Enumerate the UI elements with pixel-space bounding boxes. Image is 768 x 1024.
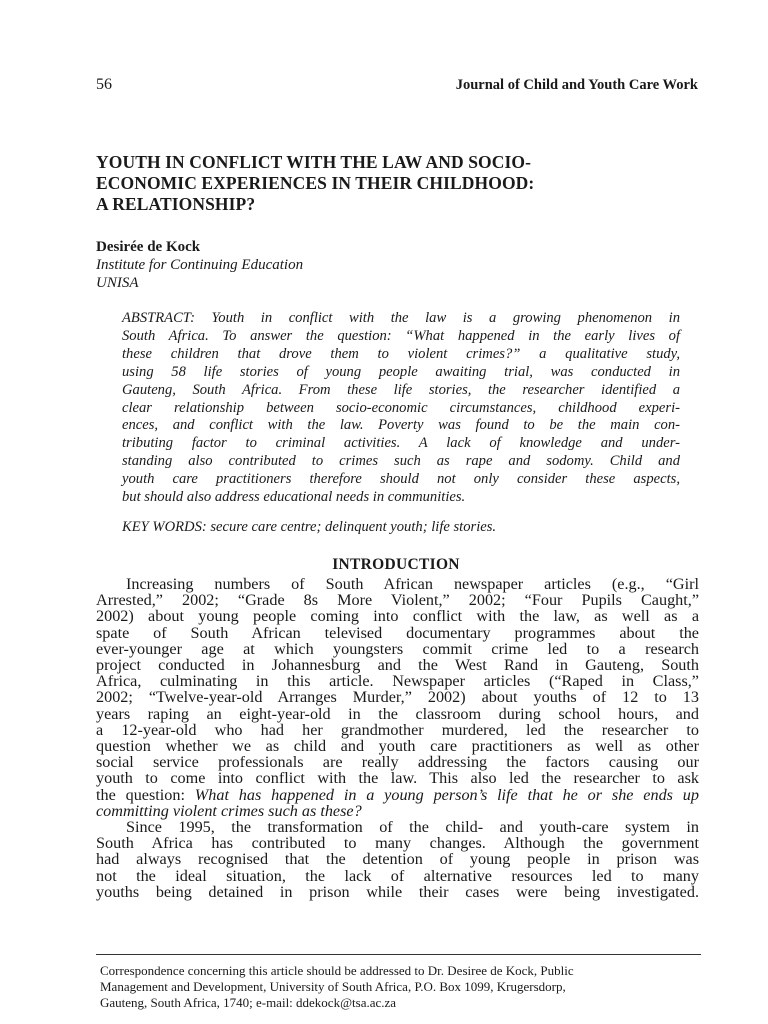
body-line: ever-younger age at which youngsters commit crime led to a research <box>96 639 699 658</box>
abstract-line: youth care practitioners therefore should not only consider these aspects, <box>122 471 680 488</box>
body-line: social service professionals are really addressing the factors causing our <box>96 753 699 772</box>
body-line: had always recognised that the detention of young people in prison was <box>96 850 699 869</box>
body-line-question <box>96 787 699 803</box>
author-university: UNISA <box>96 275 139 291</box>
page-number: 56 <box>96 76 112 93</box>
abstract-line: but should also address educational needs in communities. <box>122 489 466 506</box>
body-text <box>96 576 699 900</box>
abstract-line: ences, and conflict with the law. Poverty was found to be the main con- <box>122 417 680 434</box>
body-line: not the ideal situation, the lack of alternative resources led to many <box>96 866 699 885</box>
section-heading-introduction: INTRODUCTION <box>332 556 460 573</box>
abstract-line: tributing factor to criminal activities. A lack of knowledge and under- <box>122 435 680 452</box>
body-line: question whether we as child and youth care practitioners as well as other <box>96 737 699 756</box>
abstract-line: using 58 life stories of young people awaiting trial, was conducted in <box>122 363 680 380</box>
abstract-line: standing also contributed to crimes such as rape and sodomy. Child and <box>122 453 680 470</box>
body-line: youth to come into conflict with the law. This also led the researcher to ask <box>96 769 699 788</box>
correspondence-footnote <box>100 963 700 1011</box>
question-italic: committing violent crimes such as these? <box>96 801 362 820</box>
body-line: youths being detained in prison while their cases were being investigated. <box>96 882 699 901</box>
abstract-line: South Africa. To answer the question: “What happened in the early lives of <box>122 327 680 344</box>
footnote-divider <box>96 954 701 955</box>
body-line: Arrested,” 2002; “Grade 8s More Violent,” 2002; “Four Pupils Caught,” <box>96 591 699 610</box>
body-line: Increasing numbers of South African newspaper articles (e.g., “Girl <box>126 575 699 593</box>
keywords: KEY WORDS: secure care centre; delinquent youth; life stories. <box>122 519 497 535</box>
abstract-line: Gauteng, South Africa. From these life stories, the researcher identified a <box>122 381 680 398</box>
body-line: 2002; “Twelve-year-old Arranges Murder,” 2002) about youths of 12 to 13 <box>96 688 699 707</box>
footnote-line: Correspondence concerning this article should be addressed to Dr. Desiree de Kock, Public <box>100 963 574 978</box>
question-lead: the question: <box>96 785 195 804</box>
body-line: years raping an eight-year-old in the classroom during school hours, and <box>96 704 699 723</box>
body-line: South Africa has contributed to many changes. Although the government <box>96 834 699 853</box>
footnote-line: Gauteng, South Africa, 1740; e-mail: ddekock@tsa.ac.za <box>100 995 397 1010</box>
body-line: Since 1995, the transformation of the child- and youth-care system in <box>126 818 699 837</box>
question-italic: What has happened in a young person’s life that he or she ends up <box>194 785 699 804</box>
abstract <box>122 310 680 507</box>
author-block <box>96 238 303 292</box>
body-line: project conducted in Johannesburg and the West Rand in Gauteng, South <box>96 656 699 675</box>
body-line: Africa, culminating in this article. Newspaper articles (“Raped in Class,” <box>96 672 699 691</box>
abstract-line: clear relationship between socio-economic circumstances, childhood experi- <box>122 399 680 416</box>
title-line: ECONOMIC EXPERIENCES IN THEIR CHILDHOOD: <box>96 173 535 193</box>
journal-name: Journal of Child and Youth Care Work <box>455 77 698 93</box>
title-line: A RELATIONSHIP? <box>96 194 256 214</box>
footnote-line: Management and Development, University of South Africa, P.O. Box 1099, Krugersdorp, <box>100 979 566 994</box>
body-line-question-end <box>96 803 699 819</box>
author-name: Desirée de Kock <box>96 239 201 255</box>
abstract-line: these children that drove them to violent crimes?” a qualitative study, <box>122 345 680 362</box>
title-line: YOUTH IN CONFLICT WITH THE LAW AND SOCIO- <box>96 152 532 172</box>
body-line: spate of South African televised documentary programmes about the <box>96 623 699 642</box>
running-head <box>96 76 698 94</box>
body-line: 2002) about young people coming into conflict with the law, as well as a <box>96 607 699 626</box>
article-title <box>96 152 696 215</box>
author-institute: Institute for Continuing Education <box>96 257 304 273</box>
body-line: a 12-year-old who had her grandmother murdered, led the researcher to <box>96 720 699 739</box>
abstract-line: ABSTRACT: Youth in conflict with the law is a growing phenomenon in <box>122 310 680 326</box>
